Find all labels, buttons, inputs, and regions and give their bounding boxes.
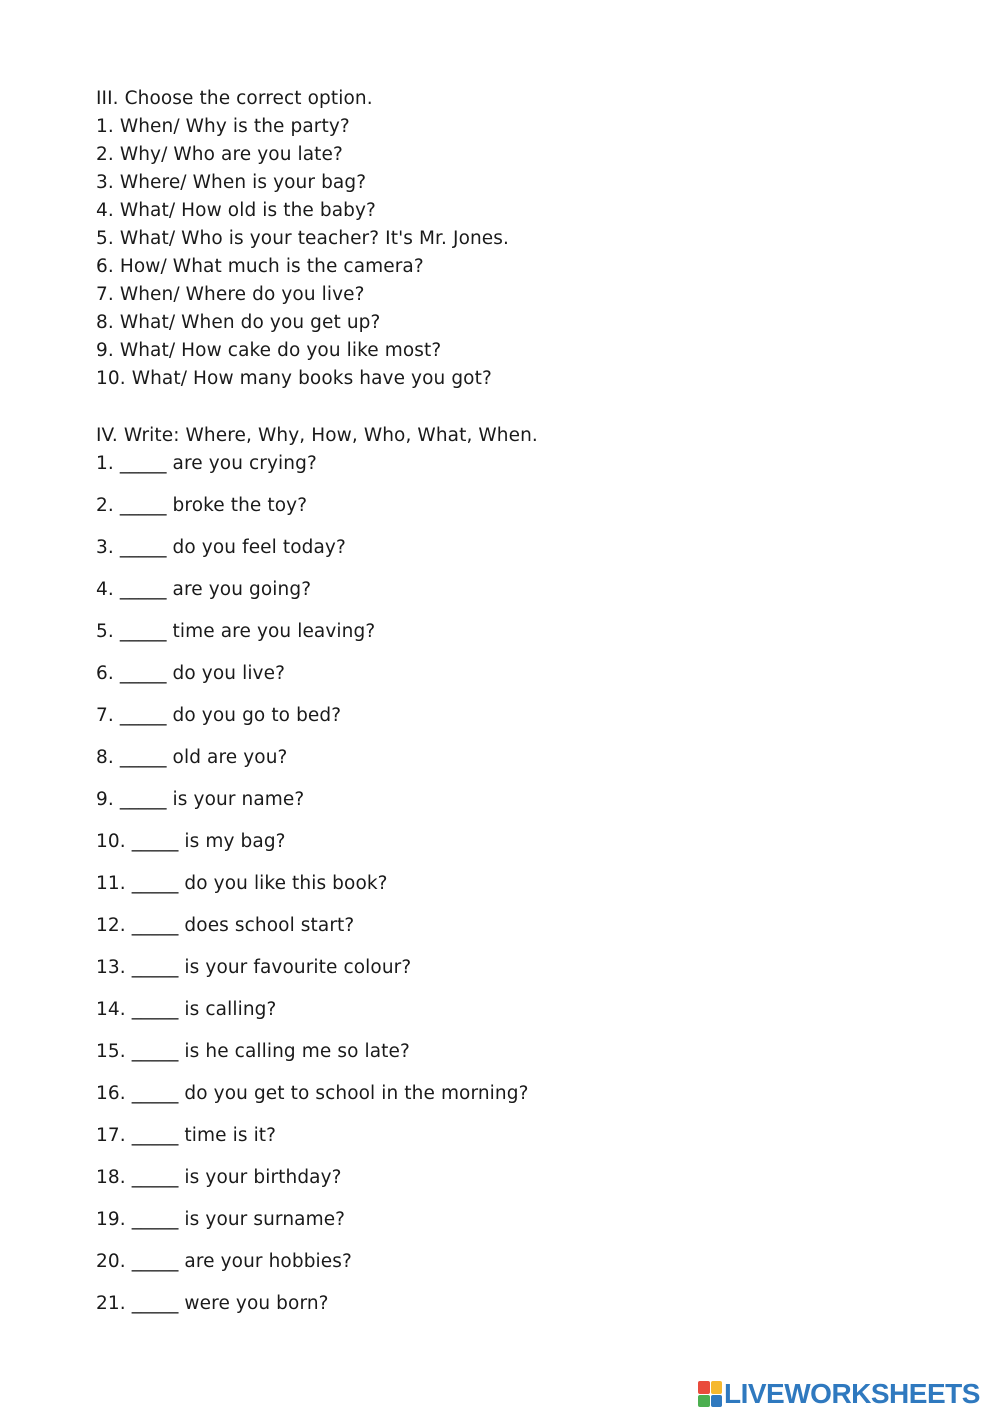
section4-item-9: 9. _____ is your name?: [96, 789, 305, 810]
section4-item-18: 18. _____ is your birthday?: [96, 1167, 342, 1188]
section3-item-1: 1. When/ Why is the party?: [96, 116, 350, 137]
section4-item-1: 1. _____ are you crying?: [96, 453, 317, 474]
section3-heading: III. Choose the correct option.: [96, 88, 373, 109]
section4-item-14: 14. _____ is calling?: [96, 999, 277, 1020]
section4-item-3: 3. _____ do you feel today?: [96, 537, 346, 558]
logo-text: LIVEWORKSHEETS: [724, 1378, 980, 1409]
section3-item-2: 2. Why/ Who are you late?: [96, 144, 343, 165]
section4-item-7: 7. _____ do you go to bed?: [96, 705, 342, 726]
section4-item-19: 19. _____ is your surname?: [96, 1209, 346, 1230]
liveworksheets-logo-icon: [698, 1381, 722, 1407]
section4-item-20: 20. _____ are your hobbies?: [96, 1251, 352, 1272]
section4-heading: IV. Write: Where, Why, How, Who, What, When.: [96, 425, 538, 446]
section4-item-5: 5. _____ time are you leaving?: [96, 621, 376, 642]
section3-item-6: 6. How/ What much is the camera?: [96, 256, 424, 277]
section3-item-9: 9. What/ How cake do you like most?: [96, 340, 442, 361]
section3-item-5: 5. What/ Who is your teacher? It's Mr. Jones.: [96, 228, 510, 249]
section4-item-12: 12. _____ does school start?: [96, 915, 355, 936]
section3-item-8: 8. What/ When do you get up?: [96, 312, 381, 333]
section4-item-13: 13. _____ is your favourite colour?: [96, 957, 412, 978]
section4-item-4: 4. _____ are you going?: [96, 579, 312, 600]
section3-item-7: 7. When/ Where do you live?: [96, 284, 365, 305]
section4-item-6: 6. _____ do you live?: [96, 663, 286, 684]
section3-item-3: 3. Where/ When is your bag?: [96, 172, 367, 193]
section4-item-16: 16. _____ do you get to school in the morning?: [96, 1083, 529, 1104]
section4-item-21: 21. _____ were you born?: [96, 1293, 329, 1314]
section4-item-8: 8. _____ old are you?: [96, 747, 288, 768]
liveworksheets-logo[interactable]: [698, 1378, 980, 1410]
section4-item-17: 17. _____ time is it?: [96, 1125, 277, 1146]
section3-item-4: 4. What/ How old is the baby?: [96, 200, 376, 221]
section4-item-11: 11. _____ do you like this book?: [96, 873, 388, 894]
section3-item-10: 10. What/ How many books have you got?: [96, 368, 492, 389]
section4-item-15: 15. _____ is he calling me so late?: [96, 1041, 410, 1062]
section4-item-10: 10. _____ is my bag?: [96, 831, 286, 852]
section4-item-2: 2. _____ broke the toy?: [96, 495, 308, 516]
